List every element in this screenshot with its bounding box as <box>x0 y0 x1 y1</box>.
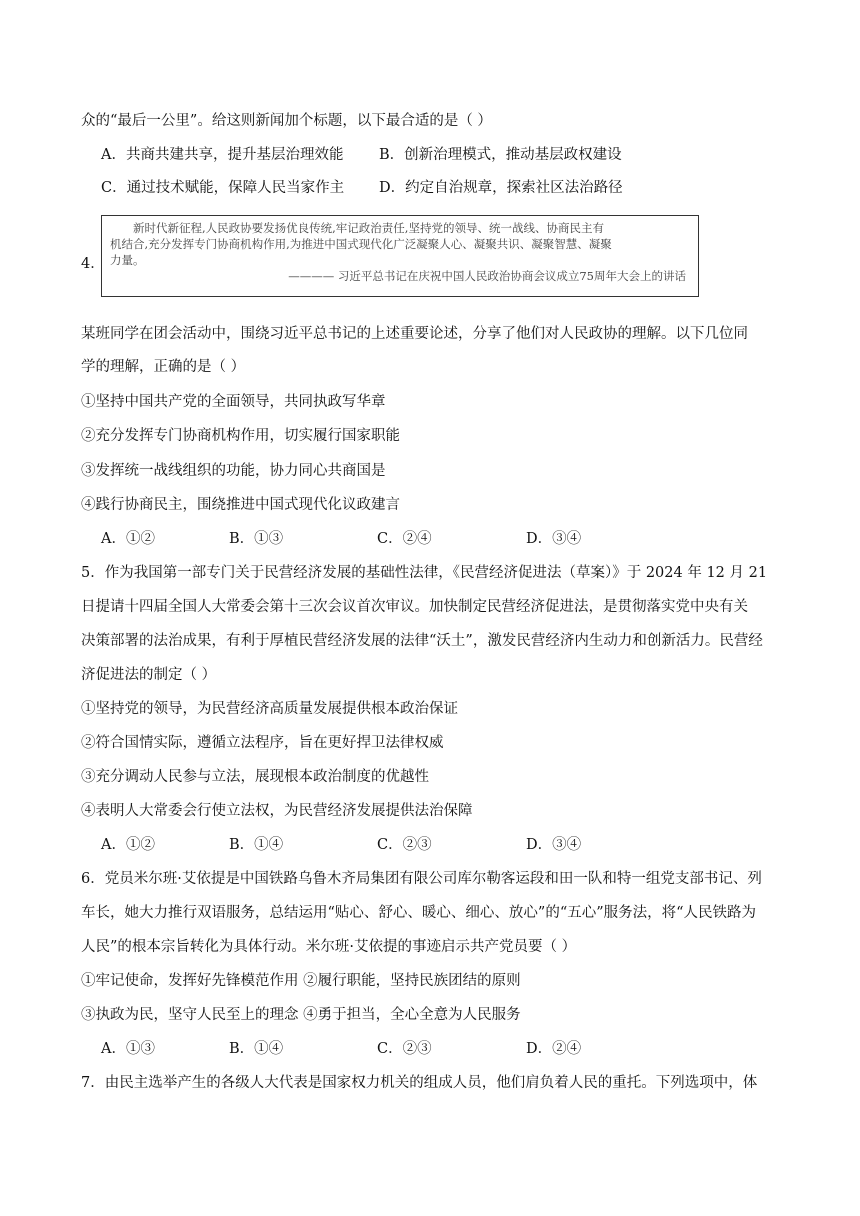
q4-option-b[interactable]: B．①③ <box>229 531 284 547</box>
q6-option-b[interactable]: B．①④ <box>229 1041 284 1057</box>
q5-option-d[interactable]: D．③④ <box>526 837 582 853</box>
q5-stem-line: 日提请十四届全国人大常委会第十三次会议首次审议。加快制定民营经济促进法，是贯彻落实党中央有关 <box>81 599 748 615</box>
q4-quote-line: 新时代新征程,人民政协要发扬优良传统,牢记政治责任,坚持党的领导、统一战线、协商民主有 <box>133 221 604 235</box>
q6-option-c[interactable]: C．②③ <box>377 1041 432 1057</box>
q4-quote-line: 机结合,充分发挥专门协商机构作用,为推进中国式现代化广泛凝聚人心、凝聚共识、凝聚智慧、凝聚 <box>110 237 612 251</box>
q6-stem-line: 6．党员米尔班·艾依提是中国铁路乌鲁木齐局集团有限公司库尔勒客运段和田一队和特一组党支部书记、列 <box>81 871 762 887</box>
q4-number: 4． <box>81 256 105 272</box>
q5-statement-4: ④表明人大常委会行使立法权，为民营经济发展提供法治保障 <box>81 803 473 819</box>
q5-option-a[interactable]: A．①② <box>101 837 155 853</box>
q4-quote-source: ———— 习近平总书记在庆祝中国人民政治协商会议成立75周年大会上的讲话 <box>288 269 686 283</box>
q4-quote-line: 力量。 <box>110 253 145 267</box>
q6-statements-row-1: ①牢记使命，发挥好先锋模范作用 ②履行职能，坚持民族团结的原则 <box>81 973 521 989</box>
q5-statement-3: ③充分调动人民参与立法，展现根本政治制度的优越性 <box>81 769 429 785</box>
q5-option-b[interactable]: B．①④ <box>229 837 284 853</box>
q3-option-c[interactable]: C．通过技术赋能，保障人民当家作主 <box>101 180 345 196</box>
q4-quote-box <box>101 215 699 297</box>
q4-statement-4: ④践行协商民主，围绕推进中国式现代化议政建言 <box>81 497 400 513</box>
q3-option-d[interactable]: D．约定自治规章，探索社区法治路径 <box>379 180 623 196</box>
q3-option-b[interactable]: B．创新治理模式，推动基层政权建设 <box>379 147 622 163</box>
q5-stem-line: 5．作为我国第一部专门关于民营经济发展的基础性法律，《民营经济促进法（草案）》于 2024 年 12 月 21 <box>81 565 768 581</box>
q4-stem-line: 学的理解，正确的是（ ） <box>81 359 246 375</box>
q6-option-a[interactable]: A．①③ <box>101 1041 155 1057</box>
q6-stem-line: 人民”的根本宗旨转化为具体行动。米尔班·艾依提的事迹启示共产党员要（ ） <box>81 939 577 955</box>
q6-option-d[interactable]: D．②④ <box>526 1041 582 1057</box>
q3-stem: 众的“最后一公里”。给这则新闻加个标题，以下最合适的是（ ） <box>81 113 492 129</box>
q4-statement-2: ②充分发挥专门协商机构作用，切实履行国家职能 <box>81 428 400 444</box>
q6-stem-line: 车长，她大力推行双语服务，总结运用“贴心、舒心、暖心、细心、放心”的“五心”服务法，将“人民铁路为 <box>81 905 757 921</box>
q3-option-a[interactable]: A．共商共建共享，提升基层治理效能 <box>101 147 344 163</box>
q4-statement-3: ③发挥统一战线组织的功能，协力同心共商国是 <box>81 463 386 479</box>
q4-option-d[interactable]: D．③④ <box>526 531 582 547</box>
q5-statement-2: ②符合国情实际，遵循立法程序，旨在更好捍卫法律权威 <box>81 735 444 751</box>
q5-option-c[interactable]: C．②③ <box>377 837 432 853</box>
q7-stem-line: 7．由民主选举产生的各级人大代表是国家权力机关的组成人员，他们肩负着人民的重托。下列选项中，体 <box>81 1075 758 1091</box>
q4-statement-1: ①坚持中国共产党的全面领导，共同执政写华章 <box>81 394 386 410</box>
q5-statement-1: ①坚持党的领导，为民营经济高质量发展提供根本政治保证 <box>81 701 458 717</box>
q4-option-a[interactable]: A．①② <box>101 531 155 547</box>
q5-stem-line: 决策部署的法治成果，有利于厚植民营经济发展的法律“沃土”，激发民营经济内生动力和创新活力。民营经 <box>81 633 763 649</box>
q4-stem-line: 某班同学在团会活动中，围绕习近平总书记的上述重要论述，分享了他们对人民政协的理解。以下几位同 <box>81 326 748 342</box>
q4-option-c[interactable]: C．②④ <box>377 531 432 547</box>
q6-statements-row-2: ③执政为民，坚守人民至上的理念 ④勇于担当，全心全意为人民服务 <box>81 1007 521 1023</box>
q5-stem-line: 济促进法的制定（ ） <box>81 667 217 683</box>
